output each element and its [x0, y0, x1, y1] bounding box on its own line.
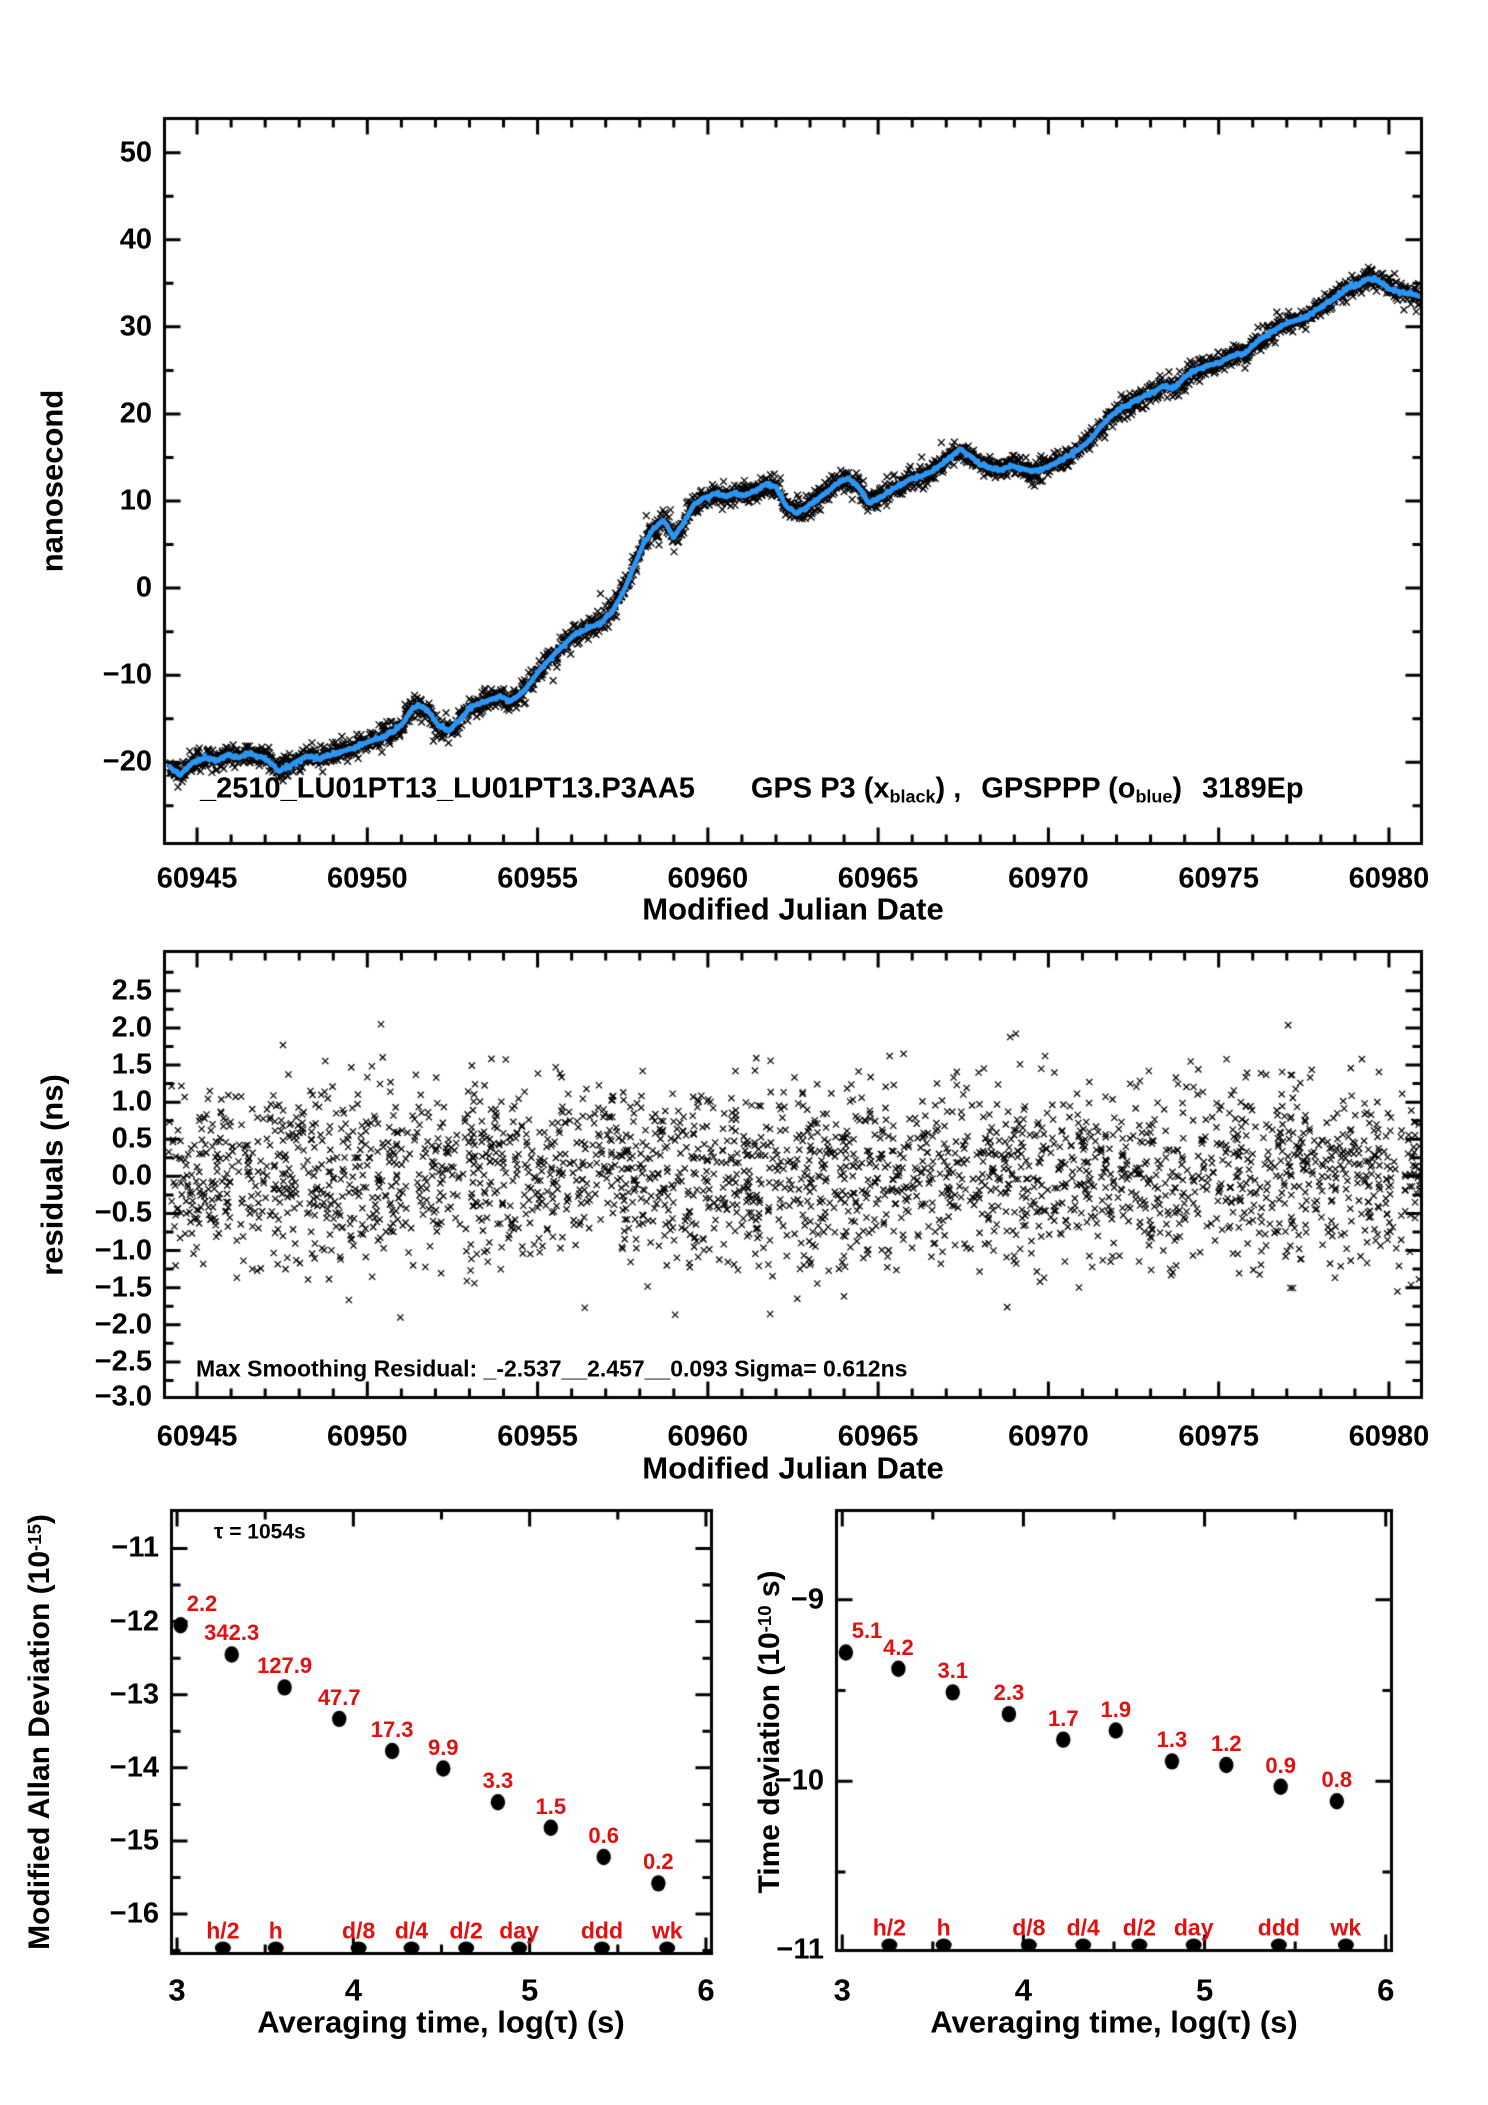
residuals-x-tick-label: 60950: [326, 1420, 408, 1453]
phase-y-tick-label: 20: [119, 397, 152, 430]
mdev-y-tick-label: −11: [111, 1531, 159, 1564]
tdev-point-value-label: 4.2: [883, 1634, 914, 1660]
phase-title-series1: GPS P3 (x: [750, 772, 890, 805]
mdev-time-scale-label: d/8: [342, 1917, 376, 1944]
phase-x-tick-label: 60945: [156, 862, 238, 895]
residuals-x-tick-label: 60955: [497, 1420, 578, 1453]
tdev-y-tick-label: −9: [790, 1583, 824, 1616]
residuals-ylabel-text: residuals (ns): [34, 1074, 70, 1276]
mdev-ylabel-exponent: -15: [23, 1524, 45, 1551]
mdev-time-scale-label: wk: [651, 1917, 683, 1944]
tdev-point-value-label: 2.3: [993, 1680, 1025, 1706]
mdev-x-tick-label: 5: [521, 1972, 539, 2008]
tdev-x-tick-label: 4: [1014, 1972, 1033, 2008]
mdev-point-value-label: 127.9: [257, 1653, 313, 1679]
phase-y-tick-label: −10: [102, 658, 152, 691]
mdev-time-scale-label: h/2: [206, 1917, 240, 1944]
residuals-x-tick-label: 60970: [1008, 1420, 1089, 1453]
mdev-time-scale-label: d/2: [449, 1917, 483, 1944]
mdev-point-value-label: 0.2: [643, 1849, 674, 1875]
mdev-point-value-label: 1.5: [535, 1793, 567, 1819]
residuals-y-tick-label: 1.0: [111, 1085, 152, 1118]
tdev-point-value-label: 0.8: [1321, 1767, 1353, 1793]
tdev-time-scale-label: wk: [1330, 1914, 1362, 1941]
residuals-y-tick-label: −1.0: [94, 1234, 152, 1267]
residuals-y-tick-label: 1.5: [111, 1048, 152, 1081]
phase-x-tick-label: 60980: [1348, 862, 1430, 895]
phase-title-epochs: 3189Ep: [1202, 772, 1304, 805]
residuals-x-tick-label: 60980: [1348, 1420, 1430, 1453]
tdev-x-tick-label: 5: [1195, 1972, 1214, 2008]
phase-title-series2: GPSPPP (o: [981, 772, 1136, 805]
mdev-y-tick-label: −13: [109, 1678, 159, 1711]
mdev-point-value-label: 0.6: [588, 1823, 619, 1849]
tdev-time-scale-label: h: [936, 1914, 951, 1941]
residuals-xlabel-text: Modified Julian Date: [642, 1450, 944, 1486]
mdev-point-value-label: 9.9: [427, 1734, 459, 1760]
mdev-point-value-label: 17.3: [370, 1717, 414, 1742]
mdev-time-scale-label: h: [268, 1917, 283, 1944]
phase-x-tick-label: 60960: [667, 862, 749, 895]
residuals-y-tick-label: 0.5: [111, 1122, 152, 1155]
residuals-y-tick-label: −2.0: [94, 1308, 152, 1341]
residuals-y-tick-label: 2.0: [111, 1011, 152, 1044]
residuals-x-tick-label: 60975: [1178, 1420, 1259, 1453]
mdev-y-tick-label: −15: [109, 1824, 159, 1857]
phase-title-series1-sub: black: [889, 786, 936, 807]
mdev-x-tick-label: 4: [344, 1972, 362, 2008]
residuals-y-tick-label: −3.0: [94, 1380, 152, 1413]
mdev-time-scale-label: day: [499, 1917, 539, 1944]
phase-x-tick-label: 60950: [326, 862, 408, 895]
phase-y-tick-label: 10: [119, 484, 152, 517]
mdev-y-tick-label: −14: [109, 1751, 159, 1784]
mdev-x-tick-label: 6: [697, 1972, 715, 2008]
mdev-tau-note-text: τ = 1054s: [214, 1520, 306, 1544]
tdev-time-scale-label: h/2: [872, 1914, 906, 1941]
residuals-y-tick-label: 2.5: [111, 974, 152, 1007]
phase-title-series2-post: ): [1172, 772, 1183, 805]
mdev-ylabel-post: ): [23, 1514, 56, 1525]
phase-y-tick-label: 30: [119, 310, 152, 343]
tdev-time-scale-label: d/8: [1012, 1914, 1046, 1941]
tdev-y-tick-label: −11: [776, 1933, 824, 1966]
tdev-ylabel-pre: Time deviation (10: [753, 1632, 786, 1894]
mdev-time-scale-label: d/4: [394, 1917, 429, 1944]
mdev-point-value-label: 2.2: [186, 1591, 218, 1617]
mdev-point-value-label: 3.3: [482, 1768, 514, 1794]
tdev-point-value-label: 1.9: [1100, 1696, 1132, 1722]
tdev-point-value-label: 1.3: [1156, 1727, 1188, 1753]
tdev-x-tick-label: 3: [833, 1972, 851, 2008]
tdev-time-scale-label: d/4: [1066, 1914, 1100, 1941]
tdev-time-scale-label: d/2: [1122, 1914, 1156, 1941]
phase-y-tick-label: 50: [119, 136, 152, 169]
phase-title-file: _2510_LU01PT13_LU01PT13.P3AA5: [200, 772, 695, 805]
phase-x-tick-label: 60955: [497, 862, 578, 895]
tdev-time-scale-label: ddd: [1257, 1914, 1300, 1941]
phase-y-tick-label: 0: [135, 571, 152, 604]
mdev-y-tick-label: −12: [109, 1605, 159, 1638]
residuals-x-tick-label: 60965: [837, 1420, 919, 1453]
phase-x-tick-label: 60970: [1008, 862, 1089, 895]
tdev-xlabel-text: Averaging time, log(τ) (s): [930, 2004, 1298, 2040]
phase-ylabel-text: nanosecond: [34, 389, 70, 573]
mdev-point-value-label: 342.3: [204, 1620, 260, 1646]
residuals-y-tick-label: −0.5: [94, 1196, 152, 1229]
tdev-point-value-label: 1.2: [1211, 1730, 1242, 1756]
tdev-ylabel-exponent: -10: [753, 1605, 775, 1633]
phase-xlabel-text: Modified Julian Date: [642, 891, 944, 927]
phase-x-tick-label: 60965: [837, 862, 919, 895]
mdev-point-value-label: 47.7: [317, 1684, 361, 1710]
residuals-x-tick-label: 60945: [156, 1420, 238, 1453]
mdev-xlabel-text: Averaging time, log(τ) (s): [257, 2004, 625, 2040]
tdev-point-value-label: 3.1: [937, 1658, 969, 1684]
tdev-time-scale-label: day: [1173, 1914, 1214, 1941]
mdev-y-tick-label: −16: [109, 1897, 159, 1930]
phase-x-tick-label: 60975: [1178, 862, 1259, 895]
residuals-y-tick-label: −1.5: [94, 1271, 152, 1304]
residuals-x-tick-label: 60960: [667, 1420, 749, 1453]
phase-title-series1-post: ) ,: [935, 772, 962, 805]
residuals-y-tick-label: 0.0: [111, 1159, 152, 1192]
tdev-point-value-label: 0.9: [1265, 1752, 1296, 1778]
phase-title-series2-sub: blue: [1135, 786, 1173, 807]
residuals-y-tick-label: −2.5: [94, 1345, 152, 1378]
tdev-x-tick-label: 6: [1377, 1972, 1395, 2008]
phase-y-tick-label: 40: [119, 223, 152, 256]
tdev-point-value-label: 5.1: [851, 1618, 883, 1644]
tdev-point-value-label: 1.7: [1047, 1705, 1079, 1731]
tdev-ylabel-post: s): [753, 1570, 786, 1606]
tdev-y-tick-label: −10: [774, 1764, 824, 1797]
phase-y-tick-label: −20: [102, 745, 152, 778]
residuals-annotation-text: Max Smoothing Residual: _-2.537__2.457__0.093 Sigma= 0.612ns: [196, 1355, 908, 1382]
mdev-time-scale-label: ddd: [580, 1917, 623, 1944]
mdev-x-tick-label: 3: [168, 1972, 186, 2008]
mdev-ylabel-pre: Modified Allan Deviation (10: [23, 1550, 56, 1950]
